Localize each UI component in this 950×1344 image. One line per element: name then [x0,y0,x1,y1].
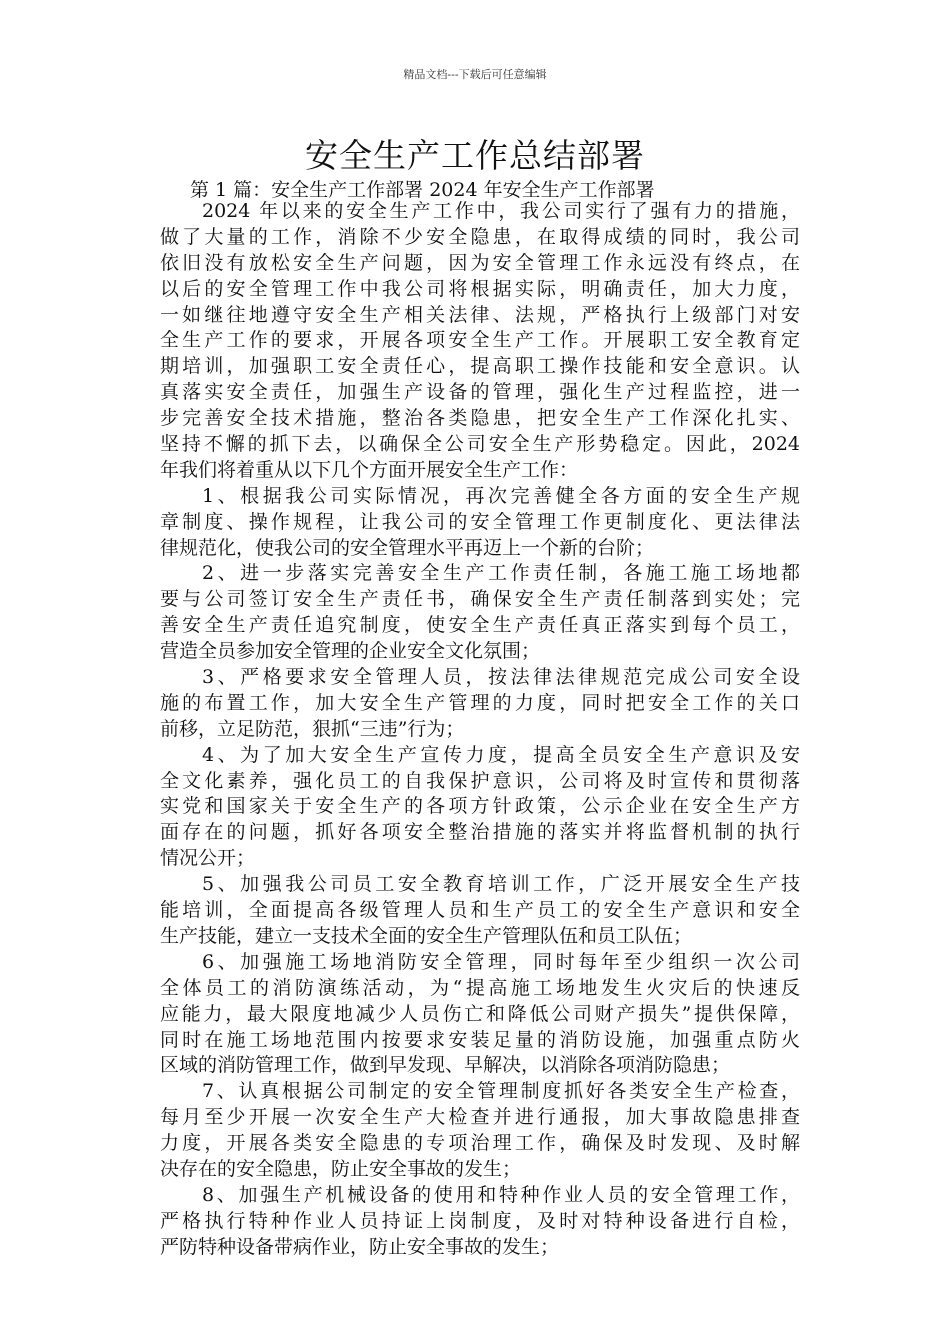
body-line: 步完善安全技术措施，整治各类隐患，把安全生产工作深化扎实、 [160,407,800,430]
section-subtitle: 第 1 篇：安全生产工作部署 2024 年安全生产工作部署 [190,179,655,201]
body-line: 全生产工作的要求，开展各项安全生产工作。开展职工安全教育定 [160,329,800,352]
body-line: 真落实安全责任，加强生产设备的管理，强化生产过程监控，进一 [160,381,800,404]
body-line: 前移，立足防范，狠抓“三违”行为； [160,717,465,740]
body-line: 6、加强施工场地消防安全管理，同时每年至少组织一次公司 [202,950,800,973]
body-line: 严防特种设备带病作业，防止安全事故的发生； [160,1235,560,1258]
body-line: 一如继往地遵守安全生产相关法律、法规，严格执行上级部门对安 [160,303,800,326]
body-line: 每月至少开展一次安全生产大检查并进行通报，加大事故隐患排查 [160,1106,800,1129]
body-line: 严格执行特种作业人员持证上岗制度，及时对特种设备进行自检， [160,1209,800,1232]
body-line: 4、为了加大安全生产宣传力度，提高全员安全生产意识及安 [202,743,800,766]
body-line: 面存在的问题，抓好各项安全整治措施的落实并将监督机制的执行 [160,821,800,844]
body-line: 营造全员参加安全管理的企业安全文化氛围； [160,640,541,663]
body-line: 2、进一步落实完善安全生产工作责任制，各施工施工场地都 [202,562,800,585]
body-line: 能培训，全面提高各级管理人员和生产员工的安全生产意识和安全 [160,899,800,922]
body-line: 8、加强生产机械设备的使用和特种作业人员的安全管理工作， [202,1183,800,1206]
body-line: 3、严格要求安全管理人员，按法律法律规范完成公司安全设 [202,666,800,689]
body-line: 年我们将着重从以下几个方面开展安全生产工作： [160,458,579,481]
document-title: 安全生产工作总结部署 [305,136,645,175]
header-note: 精品文档---下载后可任意编辑 [403,68,547,81]
body-line: 做了大量的工作，消除不少安全隐患，在取得成绩的同时，我公司 [160,225,800,248]
body-line: 区域的消防管理工作，做到早发现、早解决，以消除各项消防隐患； [160,1054,731,1077]
document-body [160,199,800,1261]
body-line: 施的布置工作，加大安全生产管理的力度，同时把安全工作的关口 [160,691,800,714]
body-line: 依旧没有放松安全生产问题，因为安全管理工作永远没有终点，在 [160,251,800,274]
body-line: 应能力，最大限度地减少人员伤亡和降低公司财产损失”提供保障， [160,1002,800,1025]
body-line: 全文化素养，强化员工的自我保护意识，公司将及时宣传和贯彻落 [160,769,800,792]
body-line: 善安全生产责任追究制度，使安全生产责任真正落实到每个员工， [160,614,800,637]
body-line: 全体员工的消防演练活动，为“提高施工场地发生火灾后的快速反 [160,976,800,999]
body-line: 以后的安全管理工作中我公司将根据实际，明确责任，加大力度， [160,277,800,300]
body-line: 生产技能，建立一支技术全面的安全生产管理队伍和员工队伍； [160,924,693,947]
body-line: 2024 年以来的安全生产工作中，我公司实行了强有力的措施， [202,200,800,222]
body-line: 5、加强我公司员工安全教育培训工作，广泛开展安全生产技 [202,873,800,896]
body-line: 决存在的安全隐患，防止安全事故的发生； [160,1157,522,1180]
body-line: 律规范化，使我公司的安全管理水平再迈上一个新的台阶； [160,536,655,559]
body-line: 7、认真根据公司制定的安全管理制度抓好各类安全生产检查， [202,1080,800,1103]
body-line: 力度，开展各类安全隐患的专项治理工作，确保及时发现、及时解 [160,1132,800,1155]
body-line: 章制度、操作规程，让我公司的安全管理工作更制度化、更法律法 [160,510,800,533]
body-line: 实党和国家关于安全生产的各项方针政策，公示企业在安全生产方 [160,795,800,818]
body-line: 要与公司签订安全生产责任书，确保安全生产责任制落到实处；完 [160,588,800,611]
body-line: 期培训，加强职工安全责任心，提高职工操作技能和安全意识。认 [160,355,800,378]
body-line: 同时在施工场地范围内按要求安装足量的消防设施，加强重点防火 [160,1028,800,1051]
body-line: 坚持不懈的抓下去，以确保全公司安全生产形势稳定。因此，2024 [160,433,800,456]
body-line: 情况公开； [160,847,256,870]
body-line: 1、根据我公司实际情况，再次完善健全各方面的安全生产规 [202,484,800,507]
